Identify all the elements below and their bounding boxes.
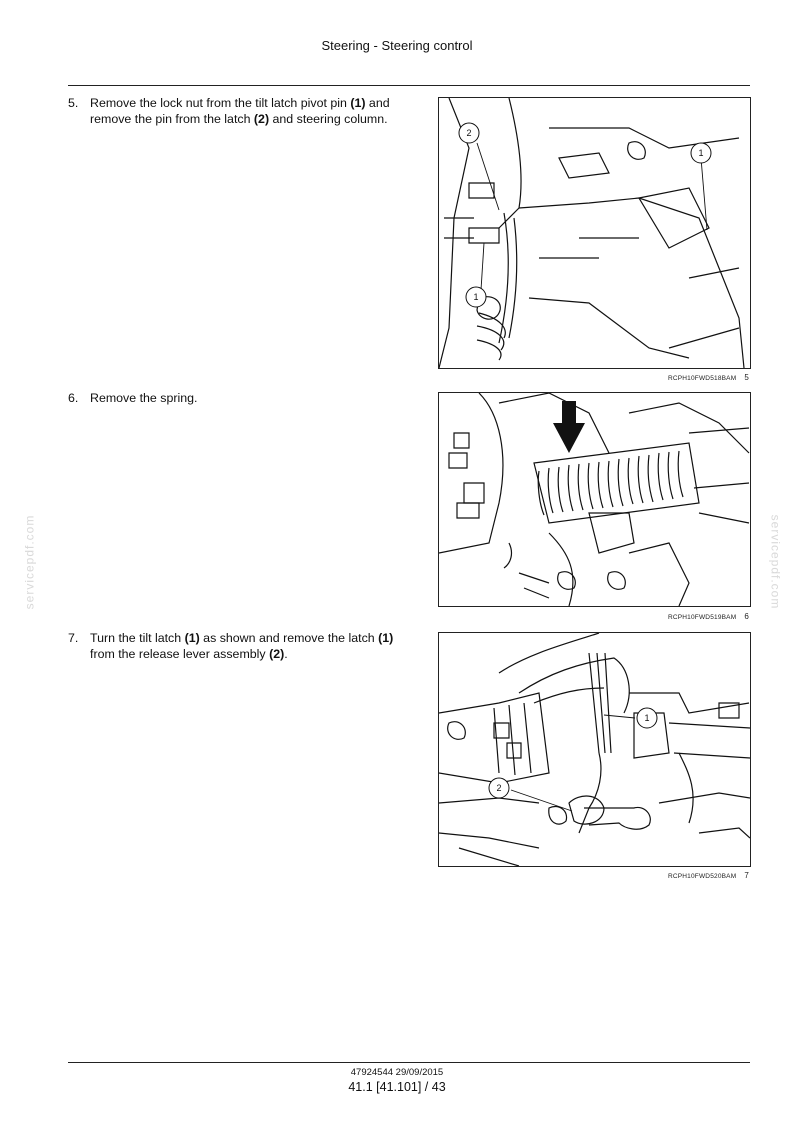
watermark-left: servicepdf.com — [22, 514, 37, 610]
figure-number: 7 — [744, 871, 749, 880]
figure-6-caption — [438, 612, 749, 621]
figure-5-callout-1-right — [691, 143, 711, 163]
step-text: Remove the lock nut from the tilt latch pivot pin (1) and remove the pin from the latch (2) and steering column. — [90, 96, 390, 126]
svg-text:1: 1 — [644, 713, 650, 723]
step-text: Remove the spring. — [90, 391, 198, 405]
footer-rule — [68, 1062, 750, 1063]
figure-code: RCPH10FWD518BAM — [667, 375, 737, 382]
figure-6-illustration — [438, 392, 751, 607]
step-text: Turn the tilt latch (1) as shown and remove the latch (1) from the release lever assembly (2). — [90, 631, 394, 661]
figure-5-caption — [438, 373, 749, 382]
figure-7-illustration — [438, 632, 751, 867]
page-header-title: Steering - Steering control — [321, 38, 473, 53]
svg-text:1: 1 — [473, 292, 479, 302]
figure-7-callout-1 — [637, 708, 657, 728]
watermark-right: servicepdf.com — [768, 514, 783, 610]
footer-page-number: 41.1 [41.101] / 43 — [348, 1080, 446, 1094]
figure-number: 6 — [744, 612, 749, 621]
step-5 — [68, 95, 418, 127]
header-rule — [68, 85, 750, 86]
svg-text:2: 2 — [496, 783, 502, 793]
figure-5-callout-1-left — [466, 287, 486, 307]
figure-code: RCPH10FWD520BAM — [667, 873, 737, 880]
svg-text:1: 1 — [698, 148, 704, 158]
step-number: 7. — [68, 631, 79, 645]
figure-code: RCPH10FWD519BAM — [667, 614, 737, 621]
step-6 — [68, 390, 418, 406]
figure-5-callout-2 — [459, 123, 479, 143]
footer-document-reference: 47924544 29/09/2015 — [350, 1067, 444, 1078]
svg-text:2: 2 — [466, 128, 472, 138]
step-number: 5. — [68, 96, 79, 110]
figure-7-caption — [438, 871, 749, 880]
step-number: 6. — [68, 391, 79, 405]
step-7 — [68, 630, 418, 662]
figure-5-illustration — [438, 97, 751, 369]
figure-7-callout-2 — [489, 778, 509, 798]
figure-number: 5 — [744, 373, 749, 382]
